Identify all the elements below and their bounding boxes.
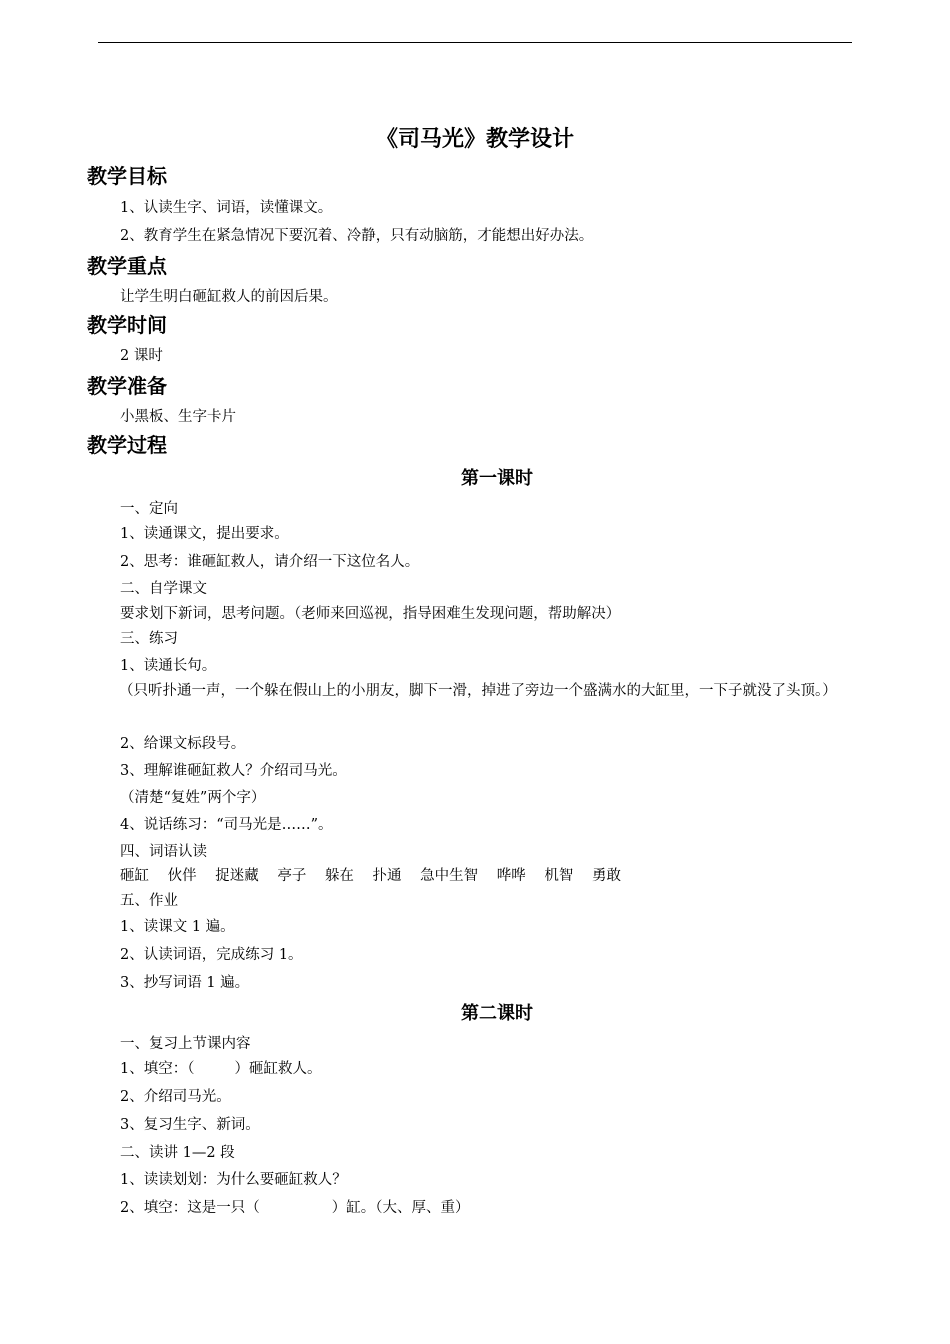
l2-item-1-1	[120, 1057, 321, 1078]
l2-item-2-1: 1、读读划划：为什么要砸缸救人？	[120, 1172, 347, 1188]
l1-item-3-3-note: （清楚“复姓”两个字）	[120, 790, 266, 806]
l1-section-5: 五、作业	[120, 893, 178, 909]
heading-goals: 教学目标	[87, 164, 167, 188]
l1-item-5-1: 1、读课文 1 遍。	[120, 919, 235, 935]
word: 扑通	[372, 868, 402, 884]
fill-text-start: 1、填空：（	[120, 1061, 195, 1077]
l1-section-3: 三、练习	[120, 631, 178, 647]
word: 捉迷藏	[215, 868, 259, 884]
word: 哗哗	[496, 868, 526, 884]
heading-process: 教学过程	[87, 433, 167, 457]
l1-item-1-1: 1、读通课文，提出要求。	[120, 526, 289, 542]
l2-item-2-2	[120, 1196, 469, 1217]
word: 砸缸	[120, 868, 149, 884]
focus-text: 让学生明白砸缸救人的前因后果。	[120, 289, 338, 305]
l1-item-1-2: 2、思考：谁砸缸救人，请介绍一下这位名人。	[120, 554, 420, 570]
l2-item-1-2: 2、介绍司马光。	[120, 1089, 231, 1105]
word: 机智	[544, 868, 574, 884]
goal-item-1: 1、认读生字、词语，读懂课文。	[120, 200, 333, 216]
lesson1-heading: 第一课时	[461, 468, 533, 489]
header-rule	[98, 42, 852, 43]
l1-section-1: 一、定向	[120, 501, 178, 517]
l1-item-3-2: 2、给课文标段号。	[120, 736, 246, 752]
fill-text-end: ）缸。（大、厚、重）	[331, 1200, 470, 1216]
time-text: 2 课时	[120, 348, 163, 364]
word-list	[120, 864, 635, 885]
l1-item-3-1: 1、读通长句。	[120, 658, 217, 674]
goal-item-2: 2、教育学生在紧急情况下要沉着、冷静，只有动脑筋，才能想出好办法。	[120, 228, 594, 244]
l2-section-2: 二、读讲 1—2 段	[120, 1145, 235, 1161]
l1-item-5-2: 2、认读词语，完成练习 1。	[120, 947, 303, 963]
word: 勇敢	[591, 868, 621, 884]
word: 亭子	[277, 868, 307, 884]
l1-item-3-3: 3、理解谁砸缸救人？介绍司马光。	[120, 763, 347, 779]
l1-item-5-3: 3、抄写词语 1 遍。	[120, 975, 250, 991]
document-title: 《司马光》教学设计	[375, 127, 574, 152]
fill-text-end: ）砸缸救人。	[234, 1061, 322, 1077]
word: 躲在	[324, 868, 354, 884]
l2-item-1-3: 3、复习生字、新词。	[120, 1117, 260, 1133]
l1-section-2: 二、自学课文	[120, 581, 207, 597]
lesson2-heading: 第二课时	[461, 1003, 533, 1024]
l1-quote: （只听扑通一声，一个躲在假山上的小朋友，脚下一滑，掉进了旁边一个盛满水的大缸里，一下子就没了头顶。）	[119, 683, 837, 699]
heading-prep: 教学准备	[87, 374, 167, 398]
l1-section-4: 四、词语认读	[120, 844, 207, 860]
heading-time: 教学时间	[87, 313, 167, 337]
fill-text-start: 2、填空：这是一只（	[120, 1200, 260, 1216]
word: 伙伴	[167, 868, 197, 884]
word: 急中生智	[420, 868, 479, 884]
l2-section-1: 一、复习上节课内容	[120, 1036, 251, 1052]
l1-item-3-4: 4、说话练习：“司马光是……”。	[120, 817, 333, 833]
prep-text: 小黑板、生字卡片	[120, 409, 236, 425]
heading-focus: 教学重点	[87, 254, 167, 278]
l1-item-2-1: 要求划下新词，思考问题。（老师来回巡视，指导困难生发现问题，帮助解决）	[120, 606, 621, 622]
